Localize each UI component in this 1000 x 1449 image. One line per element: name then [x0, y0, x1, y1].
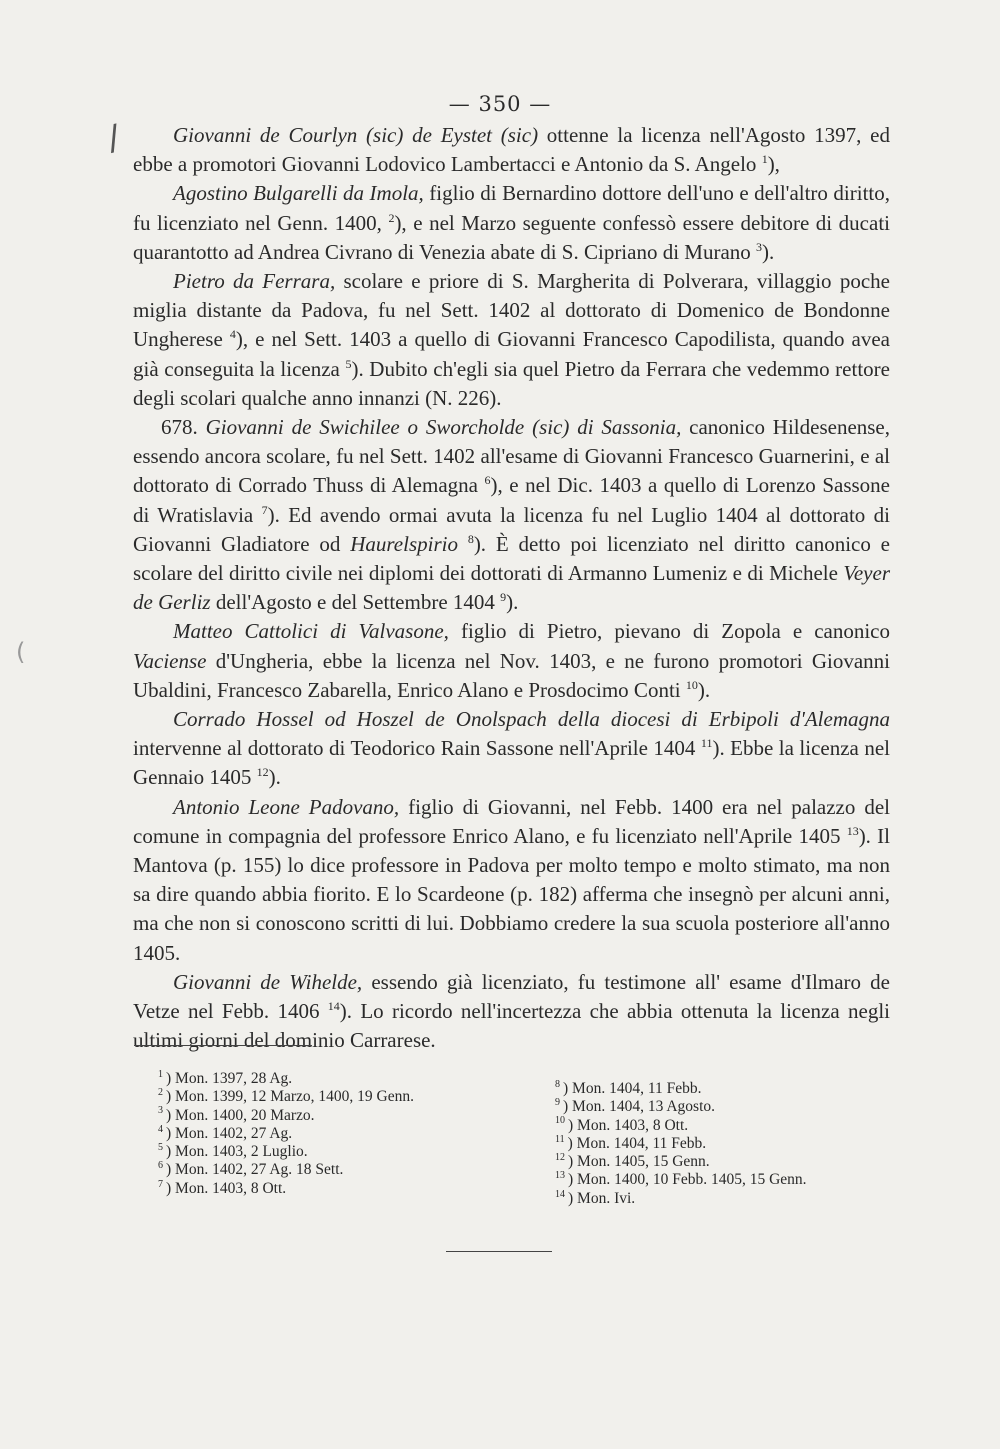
paragraph	[133, 793, 890, 968]
text-run: ). Il Mantova (p. 155) lo dice professore in Padova per molto tempo e molto stimato, ma non sa dire quando abbia fiorito. E lo Scardeone (p. 182) afferma che insegnò per alcuni anni, ma che non si conoscono scritti di lui. Dobbiamo credere la sua scuola posteriore all'anno 1405.	[133, 823, 890, 965]
footnote-number: 7	[158, 1178, 163, 1190]
paragraph	[133, 705, 890, 793]
footnote-text: ) Mon. 1405, 15 Genn.	[568, 1153, 710, 1171]
italic-name: Veyer de Gerliz	[133, 561, 890, 615]
paragraph	[133, 968, 890, 1056]
footnote-text: ) Mon. 1397, 28 Ag.	[166, 1070, 293, 1087]
footnote-text: ) Mon. Ivi.	[568, 1189, 636, 1207]
text-run	[458, 532, 468, 556]
text-run: intervenne al dottorato di Teodorico Rain Sassone nell'Aprile 1404	[133, 736, 701, 761]
text-run: ). È detto poi licenziato nel diritto canonico e scolare del diritto civile nei diplomi dei dottorati di Armanno Lumeniz e di Michele	[133, 531, 891, 586]
footnote-number: 9	[555, 1097, 560, 1109]
footnote-ref: 12	[256, 765, 269, 780]
text-run: ).	[762, 239, 775, 264]
footnote-ref: 14	[327, 999, 340, 1014]
footnote-text: ) Mon. 1399, 12 Marzo, 1400, 19 Genn.	[166, 1088, 414, 1106]
footnote-number: 1	[158, 1068, 163, 1080]
footnote-number: 2	[158, 1087, 163, 1099]
footnote-ref: 3	[756, 239, 763, 254]
footnote-separator	[134, 1045, 312, 1046]
text-run: figlio di Pietro, pievano di Zopola e canonico	[448, 619, 890, 644]
footnote-text: ) Mon. 1404, 11 Febb.	[563, 1080, 702, 1097]
italic-name: Giovanni de Courlyn (sic) de Eystet (sic)	[173, 123, 539, 147]
footnotes-left-column	[158, 1070, 414, 1198]
italic-name: Corrado Hossel od Hoszel de Onolspach della diocesi di Erbipoli d'Alemagna	[173, 707, 890, 732]
text-run: ), e nel Marzo seguente confessò essere debitore di ducati quarantotto ad Andrea Civrano di Venezia abate di S. Cipriano di Murano	[133, 210, 890, 264]
text-run: dell'Agosto e del Settembre 1404	[210, 590, 501, 615]
footnote-number: 4	[158, 1123, 163, 1135]
footnote-text: ) Mon. 1403, 8 Ott.	[166, 1179, 287, 1197]
text-run: ). Ebbe la licenza nel Gennaio 1405	[133, 736, 890, 790]
footnote-ref: 13	[846, 823, 859, 838]
italic-name: Antonio Leone Padovano,	[173, 794, 400, 819]
footnote-number: 6	[158, 1160, 163, 1172]
text-run: ),	[767, 152, 780, 177]
footnote-text: ) Mon. 1400, 20 Marzo.	[166, 1106, 315, 1124]
italic-name: Pietro da Ferrara,	[173, 269, 336, 294]
footnote-text: ) Mon. 1402, 27 Ag. 18 Sett.	[166, 1161, 344, 1179]
text-run: ). Lo ricordo nell'incertezza che abbia ottenuta la licenza negli ultimi giorni del dominio Carrarese.	[133, 999, 890, 1053]
text-run: figlio di Giovanni, nel Febb. 1400 era nel palazzo del comune in compagnia del professore Enrico Alano, e fu licenziato nell'Aprile 1405	[133, 794, 890, 848]
footnote-text: ) Mon. 1403, 8 Ott.	[568, 1116, 689, 1134]
paragraph	[133, 413, 890, 617]
text-run: d'Ungheria, ebbe la licenza nel Nov. 1403, e ne furono promotori Giovanni Ubaldini, Francesco Zabarella, Enrico Alano e Prosdocimo Conti	[133, 648, 890, 702]
footnote-number: 3	[158, 1105, 163, 1117]
footnotes-right-column	[555, 1080, 807, 1208]
text-run: canonico Hildesenense, essendo ancora scolare, fu nel Sett. 1402 all'esame di Giovanni Francesco Guarnerini, e al dottorato di Corrado Thuss di Alemagna	[133, 415, 891, 498]
footnote	[555, 1190, 807, 1208]
italic-name: Haurelspirio	[350, 531, 458, 556]
footnote	[158, 1125, 414, 1143]
text-run: scolare e priore di S. Margherita di Polverara, villaggio poche miglia distante da Padova, fu nel Sett. 1402 al dottorato di Domenico de Bondonne Ungherese	[133, 269, 890, 352]
italic-name: Matteo Cattolici di Valvasone,	[173, 619, 449, 644]
text-run: figlio di Bernardino dottore dell'uno e dell'altro diritto, fu licenziato nel Genn. 1400,	[133, 181, 891, 235]
footnote-text: ) Mon. 1403, 2 Luglio.	[166, 1143, 308, 1161]
footnote	[158, 1161, 414, 1179]
footnote-ref: 2	[388, 210, 395, 225]
paragraph	[133, 267, 890, 413]
footnote-text: ) Mon. 1404, 13 Agosto.	[563, 1098, 715, 1116]
footnote-number: 10	[555, 1115, 565, 1127]
footnote-number: 5	[158, 1142, 163, 1154]
footnote-number: 13	[555, 1170, 565, 1182]
pencil-annotation: /	[103, 117, 124, 159]
footnote	[158, 1070, 414, 1088]
footnote	[555, 1171, 807, 1189]
footnote-number: 8	[555, 1078, 560, 1090]
footnote-text: ) Mon. 1404, 11 Febb.	[567, 1134, 707, 1152]
italic-name: Giovanni de Swichilee o Sworcholde (sic) di Sassonia,	[205, 415, 682, 440]
footnote-number: 12	[555, 1152, 565, 1164]
italic-name: Vaciense	[133, 648, 207, 673]
paragraph	[133, 179, 890, 267]
footnote-ref: 11	[700, 736, 713, 751]
footnote-ref: 1	[761, 152, 768, 167]
footnote	[555, 1153, 807, 1171]
footnote	[158, 1143, 414, 1161]
italic-name: Agostino Bulgarelli da Imola,	[173, 181, 424, 206]
text-run: 678.	[161, 415, 206, 440]
footnote-number: 11	[555, 1133, 565, 1145]
footnote-ref: 5	[345, 356, 352, 371]
footnote-ref: 8	[467, 531, 474, 546]
paragraph	[133, 121, 890, 179]
footnote-text: ) Mon. 1402, 27 Ag.	[166, 1124, 293, 1142]
text-run: ), e nel Dic. 1403 a quello di Lorenzo Sassone di Wratislavia	[133, 473, 890, 527]
footnote-number: 14	[555, 1188, 565, 1200]
text-run: ).	[697, 677, 711, 702]
footnote-ref: 10	[685, 677, 698, 692]
italic-name: Giovanni de Wihelde,	[173, 969, 363, 994]
text-run: ). Ed avendo ormai avuta la licenza fu nel Luglio 1404 al dottorato di Giovanni Gladiatore od	[133, 502, 891, 556]
text-run: ottenne la licenza nell'Agosto 1397, ed ebbe a promotori Giovanni Lodovico Lambertacci e Antonio da S. Angelo	[133, 123, 890, 177]
text-run: essendo già licenziato, fu testimone all' esame d'Ilmaro de Vetze nel Febb. 1406	[133, 969, 890, 1024]
footnote-ref: 7	[261, 502, 268, 517]
footnote	[555, 1098, 807, 1116]
footnote-ref: 6	[484, 473, 491, 488]
footnote	[555, 1135, 807, 1153]
footnote	[158, 1088, 414, 1106]
footnote-ref: 4	[229, 327, 236, 342]
footnote-ref: 9	[500, 590, 507, 605]
footnote	[555, 1117, 807, 1135]
text-run: ).	[506, 590, 519, 615]
text-run: ), e nel Sett. 1403 a quello di Giovanni Francesco Capodilista, quando avea già conseguita la licenza	[133, 327, 890, 381]
footnote	[158, 1107, 414, 1125]
body-text	[133, 121, 890, 1056]
margin-annotation: (	[16, 638, 26, 666]
page-number: — 350 —	[448, 92, 552, 116]
footnote	[158, 1180, 414, 1198]
text-run: ). Dubito ch'egli sia quel Pietro da Ferrara che vedemmo rettore degli scolari qualche anno innanzi (N. 226).	[133, 356, 890, 410]
footnote-text: ) Mon. 1400, 10 Febb. 1405, 15 Genn.	[568, 1171, 807, 1189]
page-end-rule	[446, 1251, 552, 1252]
text-run: ).	[268, 765, 281, 790]
footnote	[555, 1080, 807, 1098]
paragraph	[133, 617, 890, 705]
